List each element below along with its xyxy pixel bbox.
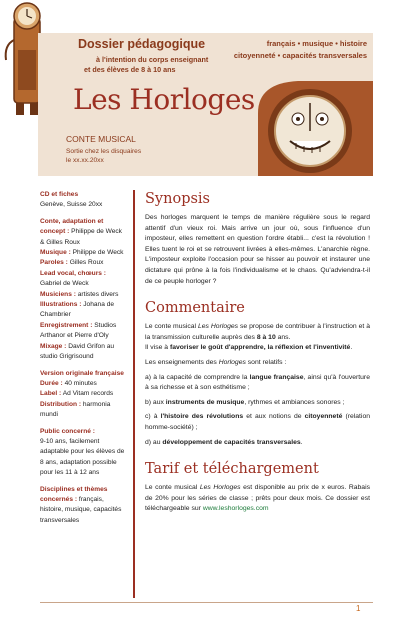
commentaire-item-c: c) à l'histoire des révolutions et aux notions de citoyenneté (relation homme-société) ;: [145, 413, 371, 431]
commentaire-item-b: b) aux instruments de musique, rythmes et ambiances sonores ;: [145, 398, 345, 406]
lead-value: Gabriel de Weck: [40, 280, 89, 288]
label-value: Ad Vitam records: [62, 390, 114, 398]
doc-title: Dossier pédagogique: [78, 37, 206, 51]
themes-line-2: citoyenneté • capacités transversales: [233, 51, 367, 60]
themes-line-1: français • musique • histoire: [266, 39, 367, 48]
tarif-heading: Tarif et téléchargement: [145, 461, 319, 478]
mixage-heading: Mixage :: [40, 342, 67, 350]
public-value-1: 9-10 ans, facilement: [40, 437, 100, 445]
doc-subtitle-2: et des élèves de 8 à 10 ans: [84, 65, 176, 74]
enreg-value-1: Studios: [94, 321, 117, 329]
distrib-value-2: mundi: [40, 411, 58, 419]
musiciens-value: artistes divers: [77, 290, 119, 298]
conte-heading-2: concept :: [40, 228, 70, 236]
public-heading: Public concerné :: [40, 427, 95, 435]
genre-label: CONTE MUSICAL: [66, 134, 136, 144]
duree-heading: Durée :: [40, 379, 63, 387]
synopsis-heading: Synopsis: [145, 191, 210, 207]
clock-face-illustration: [238, 73, 373, 176]
cd-heading: CD et fiches: [40, 191, 79, 198]
footer-rule: [40, 602, 373, 603]
conte-value-2: & Gilles Roux: [40, 238, 80, 246]
website-link[interactable]: www.leshorloges.com: [202, 505, 269, 513]
commentaire-p3: Les enseignements des Horloges sont relatifs :: [145, 358, 287, 366]
disc-heading-1: Disciplines et thèmes: [40, 485, 108, 493]
cd-value: Genève, Suisse 20xx: [40, 201, 103, 209]
distrib-value-1: harmonia: [82, 400, 111, 408]
illus-value-2: Chambrier: [40, 311, 71, 319]
main-column: [145, 190, 370, 519]
enreg-value-2: Arthanor et Pierre d'Oly: [40, 332, 109, 340]
enreg-heading: Enregistrement :: [40, 321, 93, 329]
commentaire-p1: Le conte musical Les Horloges se propose de contribuer à l'instruction et à la transmission culturelle auprès des 8 à 10 ans. Il vise à favoriser le goût d'apprendre, la réflexion et l'inventivité.: [145, 323, 370, 352]
disc-value-2: histoire, musique, capacités: [40, 506, 122, 514]
distrib-heading: Distribution :: [40, 400, 82, 408]
disc-value-1: français,: [78, 495, 104, 503]
musique-value: Philippe de Weck: [72, 249, 124, 257]
paroles-value: Gilles Roux: [69, 259, 104, 267]
illus-value-1: Johana de: [83, 301, 115, 309]
column-divider: [133, 190, 135, 598]
conte-value-1: Philippe de Weck: [71, 228, 122, 236]
public-value-2: adaptable pour les élèves de: [40, 448, 125, 456]
release-line-1: Sortie chez les disquaires: [66, 148, 142, 155]
lead-heading: Lead vocal, chœurs :: [40, 269, 106, 277]
public-value-4: pour les 11 à 12 ans: [40, 469, 100, 477]
musiciens-heading: Musiciens :: [40, 290, 76, 298]
duree-value: 40 minutes: [64, 379, 97, 387]
credits-column: [40, 190, 135, 532]
doc-subtitle-1: à l'intention du corps enseignant: [96, 55, 209, 64]
synopsis-text: Des horloges marquent le temps de manière régulière sous le regard attentif d'un vieux roi. Mais arrive un jour où, sous l'influence d'un imposteur, elles remettent en question l'ordre établi... c'est la révolution ! Elles tuent le roi et se retrouvent livrées à elles-mêmes. L'anarchie règne. L'imposteur exploite l'occasion pour se hisser au pouvoir et instaurer une dictature qui prône à la fois l'individualisme et le chaos. Qu'adviendra-t-il de ce peuple horloger ?: [145, 214, 370, 285]
header-banner: [38, 33, 373, 176]
public-value-3: 8 ans, adaptation possible: [40, 458, 117, 466]
commentaire-item-a: a) à la capacité de comprendre la langue française, ainsi qu'à l'ouverture à sa richesse et à son esthétisme ;: [145, 373, 370, 392]
disc-value-3: transversales: [40, 516, 80, 524]
mixage-value-1: David Grifon au: [68, 342, 115, 350]
page-number: 1: [356, 604, 361, 613]
disc-heading-2: concernés :: [40, 495, 78, 503]
musique-heading: Musique :: [40, 249, 71, 257]
illus-heading: Illustrations :: [40, 301, 82, 309]
mixage-value-2: studio Grigrisound: [40, 353, 94, 361]
label-heading: Label :: [40, 390, 62, 398]
tarif-text: Le conte musical Les Horloges est disponible au prix de x euros. Rabais de 20% pour les séries de classe ; prêts pour deux mois. Ce dossier est téléchargeable sur www.leshorloges.com: [145, 484, 370, 513]
commentaire-item-d: d) au développement de capacités transversales.: [145, 438, 303, 446]
release-line-2: le xx.xx.20xx: [66, 157, 104, 164]
main-title: Les Horloges: [73, 83, 255, 116]
conte-heading-1: Conte, adaptation et: [40, 217, 104, 225]
paroles-heading: Paroles :: [40, 259, 68, 267]
commentaire-heading: Commentaire: [145, 300, 245, 317]
vo-heading: Version originale française: [40, 369, 124, 377]
